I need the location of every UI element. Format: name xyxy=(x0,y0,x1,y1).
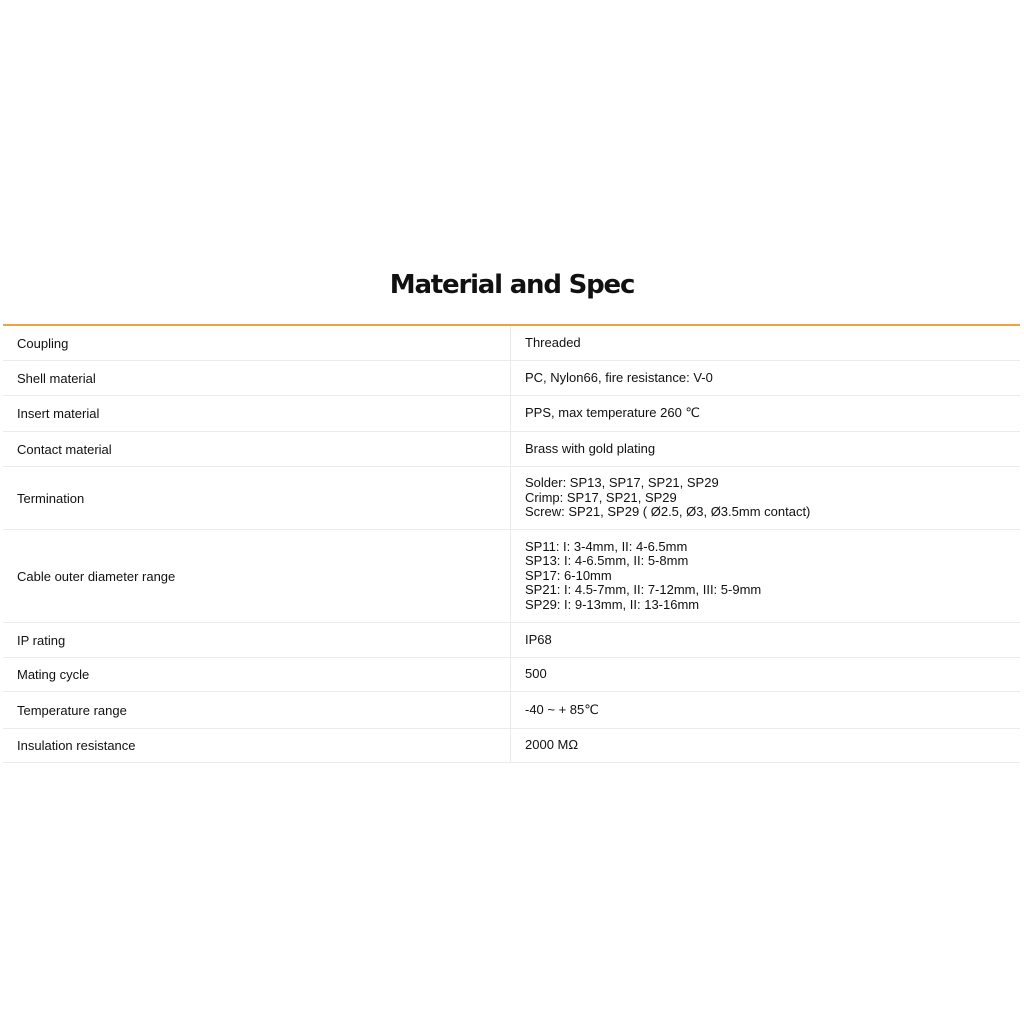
spec-row-insulation-resistance xyxy=(3,729,1020,763)
spec-row-ip-rating xyxy=(3,623,1020,658)
spec-value-line: 500 xyxy=(525,666,547,682)
spec-value-line: Crimp: SP17, SP21, SP29 xyxy=(525,489,677,505)
spec-value xyxy=(511,623,1020,657)
spec-label: Temperature range xyxy=(3,692,511,728)
spec-label: Contact material xyxy=(3,432,511,466)
spec-row-termination xyxy=(3,467,1020,530)
spec-value xyxy=(511,396,1020,431)
spec-value-line: PPS, max temperature 260 ℃ xyxy=(525,405,701,421)
spec-value xyxy=(511,326,1020,360)
spec-value-line: Threaded xyxy=(525,334,581,350)
spec-value xyxy=(511,530,1020,622)
spec-value xyxy=(511,467,1020,529)
spec-value xyxy=(511,729,1020,762)
spec-label: Termination xyxy=(3,467,511,529)
spec-value-line: Solder: SP13, SP17, SP21, SP29 xyxy=(525,475,719,491)
spec-value xyxy=(511,432,1020,466)
spec-row-coupling xyxy=(3,326,1020,361)
spec-row-cable-outer-diameter xyxy=(3,530,1020,623)
spec-value-line: SP17: 6-10mm xyxy=(525,567,612,583)
spec-label: Insert material xyxy=(3,396,511,431)
spec-label: Coupling xyxy=(3,326,511,360)
spec-row-insert-material xyxy=(3,396,1020,432)
spec-value-line: -40 ~ + 85℃ xyxy=(525,701,599,717)
spec-value-line: Brass with gold plating xyxy=(525,440,656,456)
spec-label: Shell material xyxy=(3,361,511,395)
spec-row-shell-material xyxy=(3,361,1020,396)
page-title: Material and Spec xyxy=(389,270,635,300)
spec-value-line: SP21: I: 4.5-7mm, II: 7-12mm, III: 5-9mm xyxy=(525,582,762,598)
spec-value-line: SP11: I: 3-4mm, II: 4-6.5mm xyxy=(525,538,688,554)
spec-row-mating-cycle xyxy=(3,658,1020,692)
spec-value-line: SP29: I: 9-13mm, II: 13-16mm xyxy=(525,596,700,612)
spec-value xyxy=(511,692,1020,728)
spec-table xyxy=(3,324,1020,763)
spec-row-contact-material xyxy=(3,432,1020,467)
spec-value-line: PC, Nylon66, fire resistance: V-0 xyxy=(525,369,713,385)
spec-label: Cable outer diameter range xyxy=(3,530,511,622)
spec-row-temperature-range xyxy=(3,692,1020,729)
spec-value-line: Screw: SP21, SP29 ( Ø2.5, Ø3, Ø3.5mm contact) xyxy=(525,504,811,520)
spec-label: Insulation resistance xyxy=(3,729,511,762)
spec-value-line: SP13: I: 4-6.5mm, II: 5-8mm xyxy=(525,553,689,569)
spec-value xyxy=(511,361,1020,395)
spec-label: IP rating xyxy=(3,623,511,657)
spec-value-line: 2000 MΩ xyxy=(525,737,579,753)
spec-value xyxy=(511,658,1020,691)
spec-label: Mating cycle xyxy=(3,658,511,691)
spec-value-line: IP68 xyxy=(525,631,552,647)
